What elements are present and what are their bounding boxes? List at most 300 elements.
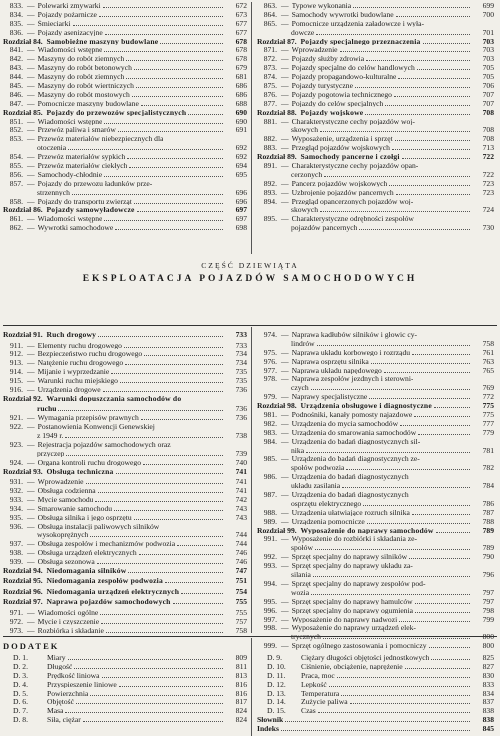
- leader-dots: [90, 695, 223, 696]
- entry-title: Rozbiórka i składanie: [37, 626, 104, 635]
- entry-number: 933.: [9, 494, 23, 504]
- toc-entry: [3, 681, 247, 690]
- page-number: 747: [235, 565, 247, 575]
- leader-dots: [359, 229, 470, 230]
- toc-entry: [3, 618, 247, 627]
- leader-dots: [405, 668, 470, 669]
- entry-number: D. 10.: [267, 661, 286, 671]
- page-number: 782: [482, 463, 494, 473]
- toc-entry: [3, 505, 247, 514]
- leader-dots: [119, 686, 223, 687]
- entry-dash: —: [27, 376, 35, 386]
- entry-number: 973.: [9, 625, 23, 635]
- leader-dots: [73, 25, 224, 26]
- entry-number: D. 5.: [13, 688, 28, 698]
- entry-title: Pojazdy propagandowo-kulturalne: [291, 73, 397, 81]
- toc-entry: [257, 562, 494, 571]
- chapter-row: [257, 153, 494, 162]
- page-number: 743: [235, 503, 247, 513]
- entry-dash: —: [281, 196, 289, 206]
- entry-number: 874.: [263, 72, 277, 82]
- toc-entry: [257, 64, 494, 73]
- entry-dash: —: [281, 605, 289, 615]
- leader-dots: [141, 105, 223, 106]
- leader-dots: [134, 203, 223, 204]
- toc-entry: [3, 487, 247, 496]
- page-number: 672: [235, 1, 247, 10]
- entry-title: Pojazdy turystyczne: [291, 82, 353, 90]
- page-number: 739: [235, 448, 247, 458]
- chapter-title: Samochody pancerne i czołgi: [300, 153, 400, 161]
- entry-number: D. 12.: [267, 679, 286, 689]
- leader-dots: [412, 354, 470, 355]
- entry-title: Naprawa zespołów jezdnych i sterowni-: [291, 375, 414, 384]
- chapter-number: Rozdział 88.: [257, 107, 301, 117]
- entry-dash: —: [27, 503, 35, 513]
- entry-title: Mycie samochodu: [37, 495, 94, 504]
- page-number: 744: [235, 539, 247, 549]
- leader-dots: [392, 149, 470, 150]
- entry-dash: —: [281, 490, 289, 500]
- entry-dash: —: [281, 596, 289, 606]
- entry-dash: —: [27, 439, 35, 449]
- entry-dash: —: [27, 358, 35, 368]
- entry-title: skowych: [291, 206, 318, 215]
- toc-entry: [257, 367, 494, 376]
- entry-number: 864.: [263, 9, 277, 19]
- leader-dots: [72, 194, 223, 195]
- toc-entry: [257, 215, 494, 224]
- page-number: 722: [482, 169, 494, 179]
- entry-number: 923.: [9, 439, 23, 449]
- toc-entry: [3, 350, 247, 359]
- entry-title: Urządzenia do smarowania samochodów: [291, 428, 417, 437]
- toc-middle-right-column: [257, 331, 494, 651]
- leader-dots: [58, 410, 223, 411]
- entry-dash: —: [281, 134, 289, 144]
- entry-number: 915.: [9, 376, 23, 386]
- entry-dash: —: [281, 72, 289, 82]
- entry-title: ruchu: [37, 405, 57, 413]
- entry-title: Przewóz materiałów ciekłych: [37, 162, 128, 170]
- leader-dots: [311, 594, 470, 595]
- entry-number: 845.: [9, 81, 23, 91]
- entry-number: D. 2.: [13, 661, 28, 671]
- chapter-title: Pojazdy wojskowe: [300, 108, 364, 117]
- toc-entry: [257, 429, 494, 438]
- toc-entry: [3, 414, 247, 423]
- entry-number: 842.: [9, 54, 23, 64]
- part-heading: [0, 262, 500, 284]
- page-number: 809: [235, 653, 247, 662]
- page-number: 734: [235, 358, 247, 368]
- entry-number: 881.: [263, 116, 277, 126]
- column-divider: [251, 638, 252, 736]
- entry-title: pojazdów pancernych: [291, 224, 358, 232]
- leader-dots: [423, 43, 470, 44]
- toc-entry: [3, 496, 247, 505]
- entry-title: Wyposażenie, urządzenia i sprzęt: [291, 135, 393, 143]
- toc-entry: [257, 135, 494, 144]
- entry-title: dowcze: [291, 28, 315, 37]
- entry-number: D. 9.: [267, 653, 282, 662]
- page-number: 834: [482, 688, 494, 698]
- entry-dash: —: [27, 340, 35, 350]
- leader-dots: [86, 483, 223, 484]
- page-number: 779: [482, 427, 494, 437]
- entry-title: Wiadomości ogólne: [37, 608, 99, 617]
- page-number: 772: [482, 392, 494, 402]
- entry-dash: —: [281, 552, 289, 562]
- entry-title: silania: [291, 571, 311, 579]
- entry-number: 976.: [263, 356, 277, 366]
- chapter-row: [3, 331, 247, 342]
- page-number: 678: [235, 45, 247, 55]
- leader-dots: [97, 563, 223, 564]
- leader-dots: [104, 176, 223, 177]
- entry-title: Wywrotki samochodowe: [37, 224, 114, 232]
- entry-title: Uzbrojenie pojazdów pancernych: [291, 188, 394, 197]
- entry-title: społów: [291, 544, 313, 552]
- page-number: 775: [482, 401, 494, 411]
- entry-title: Urządzenia do badań diagnostycznych: [291, 473, 409, 481]
- entry-dash: —: [27, 116, 35, 126]
- page-number: 800: [482, 632, 494, 642]
- toc-entry: [257, 464, 494, 473]
- toc-entry: [3, 189, 247, 198]
- page-number: 788: [482, 516, 494, 526]
- entry-title: Maszyny do robót ziemnych: [37, 55, 125, 63]
- entry-dash: —: [27, 178, 35, 188]
- leader-dots: [395, 140, 470, 141]
- entry-dash: —: [281, 578, 289, 588]
- page-number: 692: [235, 152, 247, 162]
- page-number: 708: [482, 107, 494, 117]
- toc-entry: [3, 549, 247, 558]
- leader-dots: [285, 721, 470, 722]
- entry-title: Wymagania przepisów prawnych: [37, 414, 139, 422]
- leader-dots: [105, 34, 223, 35]
- entry-number: 893.: [263, 187, 277, 197]
- leader-dots: [346, 469, 470, 470]
- entry-dash: —: [27, 169, 35, 179]
- entry-title: z 1949 r.: [37, 432, 64, 440]
- chapter-row: [257, 109, 494, 118]
- entry-number: 999.: [263, 641, 277, 651]
- page-number: 798: [482, 605, 494, 615]
- leader-dots: [99, 16, 223, 17]
- entry-title: Wprowadzenie: [37, 478, 84, 486]
- page-number: 677: [235, 27, 247, 37]
- page-number: 787: [482, 507, 494, 517]
- toc-entry: [257, 180, 494, 189]
- page-number: 786: [482, 498, 494, 508]
- toc-entry: [257, 663, 494, 672]
- entry-number: 875.: [263, 81, 277, 91]
- toc-entry: [3, 450, 247, 459]
- page-number: 837: [482, 697, 494, 707]
- entry-number: 993.: [263, 561, 277, 571]
- entry-number: 921.: [9, 413, 23, 423]
- toc-entry: [257, 358, 494, 367]
- toc-top-left-column: [3, 2, 247, 233]
- leader-dots: [315, 549, 470, 550]
- entry-dash: —: [27, 422, 35, 432]
- leader-dots: [104, 220, 223, 221]
- toc-entry: [257, 633, 494, 642]
- chapter-row: [3, 206, 247, 215]
- toc-entry: [257, 118, 494, 127]
- chapter-number: Rozdział 97.: [3, 597, 47, 607]
- leader-dots: [317, 345, 470, 346]
- page-number: 736: [235, 384, 247, 394]
- entry-number: 913.: [9, 358, 23, 368]
- leader-dots: [320, 211, 470, 212]
- page-number: 758: [235, 625, 247, 635]
- entry-title: Rejestracja pojazdów samochodowych oraz: [37, 440, 171, 449]
- toc-entry: [257, 224, 494, 233]
- toc-entry: [3, 11, 247, 20]
- entry-number: 974.: [263, 330, 277, 339]
- leader-dots: [415, 612, 470, 613]
- leader-dots: [306, 452, 470, 453]
- entry-number: 841.: [9, 45, 23, 55]
- entry-title: Praca, moc: [301, 671, 335, 680]
- entry-number: 939.: [9, 557, 23, 567]
- chapter-number: Rozdział 98.: [257, 401, 301, 411]
- entry-number: 914.: [9, 367, 23, 377]
- entry-title: Siła, ciężar: [47, 716, 81, 724]
- entry-title: Samochody-chłodnie: [37, 170, 103, 179]
- entry-title: Sprzęt specjalny do naprawy silników: [291, 553, 408, 561]
- page-number: 724: [482, 205, 494, 215]
- entry-number: 836.: [9, 27, 23, 37]
- page-number: 830: [482, 670, 494, 680]
- chapter-title: Samobieżne maszyny budowlane: [46, 37, 159, 46]
- entry-dash: —: [27, 18, 35, 28]
- toc-entry: [257, 331, 494, 340]
- entry-dash: —: [27, 413, 35, 423]
- entry-dash: —: [27, 223, 35, 233]
- toc-entry: [257, 509, 494, 518]
- entry-dash: —: [27, 1, 35, 10]
- page-number: 741: [235, 477, 247, 487]
- leader-dots: [127, 158, 223, 159]
- page-number: 761: [482, 347, 494, 357]
- toc-entry: [257, 447, 494, 456]
- leader-dots: [106, 632, 223, 633]
- page-number: 690: [235, 107, 247, 117]
- entry-dash: —: [281, 347, 289, 357]
- entry-dash: —: [281, 623, 289, 633]
- entry-title: Pojazdy pogotowia technicznego: [291, 90, 392, 99]
- page-number: 706: [482, 81, 494, 91]
- page-number: 845: [482, 724, 494, 734]
- entry-dash: —: [27, 477, 35, 487]
- page-number: 705: [482, 72, 494, 82]
- toc-entry: [257, 340, 494, 349]
- page-number: 701: [482, 27, 494, 37]
- entry-dash: —: [27, 548, 35, 558]
- toc-entry: [3, 162, 247, 171]
- entry-dash: —: [27, 63, 35, 73]
- entry-title: wysokoprężnych: [37, 531, 89, 540]
- entry-title: Mijanie i wyprzedzanie: [37, 368, 110, 376]
- entry-dash: —: [281, 116, 289, 126]
- chapter-title: Niedomagania urządzeń elektrycznych: [46, 587, 180, 596]
- leader-dots: [90, 536, 223, 537]
- toc-entry: [257, 20, 494, 29]
- entry-number: 937.: [9, 539, 23, 549]
- entry-number: 986.: [263, 472, 277, 482]
- entry-title: Ciśnienie, obciążenie, naprężenie: [301, 662, 403, 671]
- leader-dots: [400, 425, 470, 426]
- entry-dash: —: [281, 454, 289, 464]
- leader-dots: [120, 382, 223, 383]
- page-number: 811: [235, 661, 247, 671]
- entry-number: D. 8.: [13, 715, 28, 725]
- entry-number: 835.: [9, 18, 23, 28]
- entry-dash: —: [281, 1, 289, 10]
- toc-entry: [257, 11, 494, 20]
- toc-entry: [3, 514, 247, 523]
- entry-title: Warunki ruchu miejskiego: [37, 377, 118, 385]
- entry-dash: —: [281, 81, 289, 91]
- toc-entry: [257, 455, 494, 464]
- leader-dots: [350, 703, 470, 704]
- toc-entry: [3, 224, 247, 233]
- entry-title: Przegląd opancerzonych pojazdów woj-: [291, 197, 414, 206]
- leader-dots: [311, 389, 470, 390]
- chapter-number: Rozdział 94.: [3, 565, 47, 575]
- toc-entry: [3, 126, 247, 135]
- entry-number: 894.: [263, 196, 277, 206]
- leader-dots: [316, 34, 470, 35]
- page-number: 833: [482, 679, 494, 689]
- leader-dots: [340, 51, 470, 52]
- page-number: 678: [235, 54, 247, 64]
- toc-entry: [257, 580, 494, 589]
- entry-dash: —: [281, 18, 289, 28]
- entry-title: Naprawa osprzętu silnika: [291, 357, 369, 366]
- toc-entry: [3, 478, 247, 487]
- leader-dots: [134, 69, 223, 70]
- toc-entry: [257, 206, 494, 215]
- entry-title: Objętość: [47, 698, 74, 707]
- toc-entry: [3, 368, 247, 377]
- toc-entry: [257, 82, 494, 91]
- toc-entry: [3, 342, 247, 351]
- entry-title: Pojazdy asenizacyjne: [37, 28, 103, 37]
- toc-entry: [257, 571, 494, 580]
- entry-dash: —: [27, 27, 35, 37]
- entry-title: Typowe wykonania: [291, 2, 352, 10]
- leader-dots: [355, 87, 470, 88]
- page-number: 708: [482, 134, 494, 144]
- toc-entry: [3, 144, 247, 153]
- leader-dots: [409, 558, 470, 559]
- entry-number: 997.: [263, 614, 277, 624]
- entry-title: Postanowienia Konwencji Genewskiej: [37, 423, 155, 431]
- entry-dash: —: [281, 54, 289, 64]
- toc-entry: [257, 500, 494, 509]
- chapter-number: Rozdział 91.: [3, 330, 47, 339]
- page-number: 734: [235, 349, 247, 359]
- entry-title: Wiadomości wstępne: [37, 46, 103, 55]
- entry-number: 862.: [9, 223, 23, 233]
- leader-dots: [436, 532, 470, 533]
- toc-entry: [3, 118, 247, 127]
- toc-entry: [257, 535, 494, 544]
- leader-dots: [98, 492, 223, 493]
- entry-number: 856.: [9, 169, 23, 179]
- page-number: 708: [482, 125, 494, 135]
- leader-dots: [128, 572, 223, 573]
- entry-title: Natężenie ruchu drogowego: [37, 359, 124, 367]
- entry-title: Sprzęt ogólnego zastosowania i pomocniczy: [291, 642, 427, 650]
- leader-dots: [104, 123, 223, 124]
- entry-title: Pojazdy do przewozu ładunków prze-: [37, 179, 153, 188]
- page-number: 740: [235, 457, 247, 467]
- chapter-number: Rozdział 84.: [3, 36, 47, 46]
- entry-dash: —: [27, 214, 35, 224]
- leader-dots: [320, 131, 470, 132]
- entry-number: D. 6.: [13, 697, 28, 707]
- toc-entry: [257, 411, 494, 420]
- entry-number: 846.: [9, 89, 23, 99]
- entry-title: Pojazdy służby zdrowia: [291, 55, 365, 63]
- toc-entry: [3, 627, 247, 636]
- entry-number: 883.: [263, 143, 277, 153]
- entry-title: Przegląd pojazdów wojskowych: [291, 144, 390, 152]
- entry-dash: —: [281, 534, 289, 544]
- page-number: 746: [235, 548, 247, 558]
- toc-entry: [3, 523, 247, 532]
- leader-dots: [83, 721, 223, 722]
- entry-title: Przewóz materiałów sypkich: [37, 153, 126, 161]
- leader-dots: [323, 638, 470, 639]
- entry-dash: —: [281, 178, 289, 188]
- entry-number: 847.: [9, 98, 23, 108]
- page-number: 742: [235, 494, 247, 504]
- toc-entry: [257, 55, 494, 64]
- entry-dash: —: [27, 9, 35, 19]
- page-number: 789: [482, 525, 494, 535]
- entry-title: przyczep: [37, 449, 65, 458]
- entry-number: 934.: [9, 503, 23, 513]
- entry-title: Pomocnicze urządzenia załadowcze i wyła-: [291, 19, 424, 28]
- entry-number: 995.: [263, 596, 277, 606]
- page-number: 746: [235, 557, 247, 567]
- entry-number: 971.: [9, 607, 23, 617]
- page-number: 741: [235, 466, 247, 476]
- chapter-title: Obsługa techniczna: [46, 467, 114, 476]
- entry-title: skowych: [291, 126, 318, 135]
- toc-entry: [257, 589, 494, 598]
- toc-entry: [257, 672, 494, 681]
- leader-dots: [143, 464, 223, 465]
- page-number: 688: [235, 98, 247, 108]
- dodatek-title: DODATEK: [3, 641, 60, 651]
- page-number: 699: [482, 1, 494, 10]
- leader-dots: [384, 372, 470, 373]
- leader-dots: [324, 176, 470, 177]
- entry-title: Obsługa urządzeń elektrycznych: [37, 549, 137, 557]
- toc-entry: [257, 420, 494, 429]
- page-number: 816: [235, 688, 247, 698]
- entry-number: 892.: [263, 178, 277, 188]
- entry-dash: —: [281, 472, 289, 482]
